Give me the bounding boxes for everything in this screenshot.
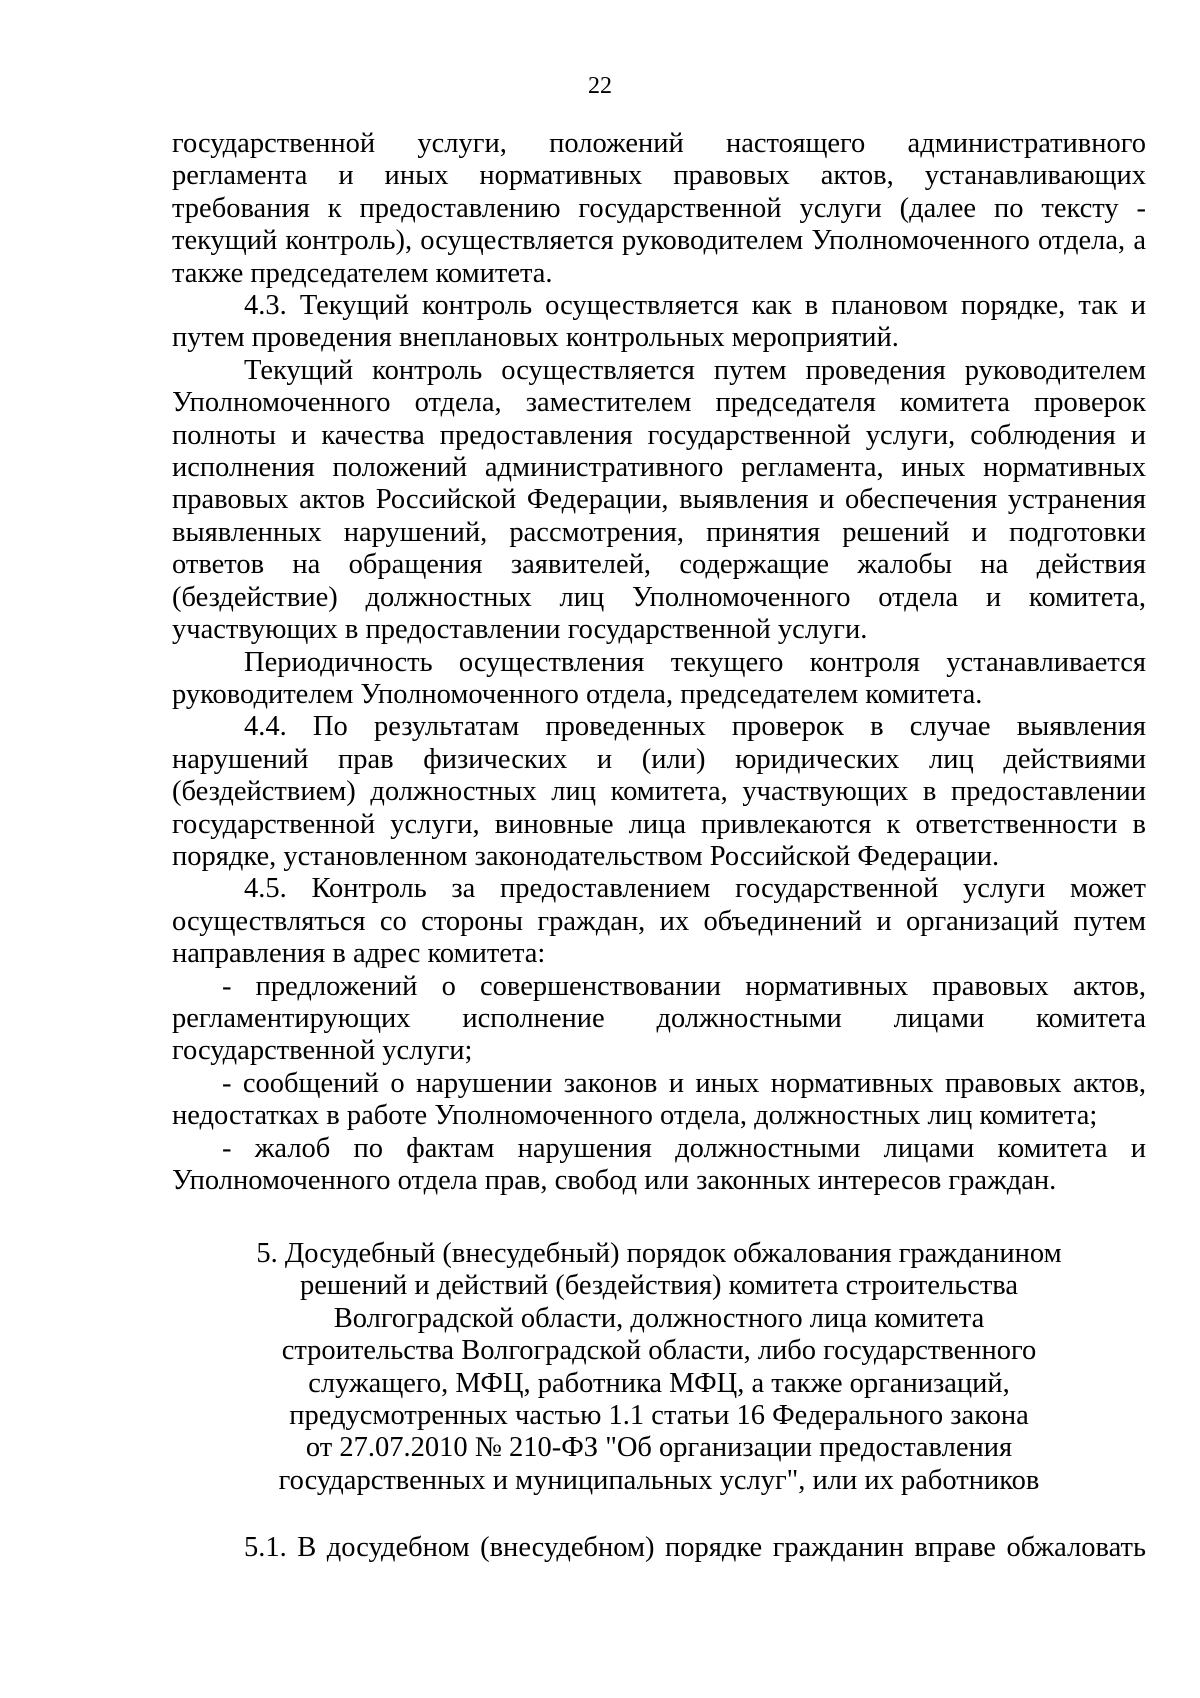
page-number: 22	[588, 73, 612, 99]
paragraph-current-control-continuation: государственной услуги, положений настоящего административного регламента и иных нормативных правовых актов, устанавливающих требования к предоставлению государственной услуги (далее по тексту - текущий контроль), осуществляется руководителем Уполномоченного отдела, а также председателем комитета.	[172, 128, 1146, 289]
paragraph-control-periodicity: Периодичность осуществления текущего контроля устанавливается руководителем Уполномоченного отдела, председателем комитета.	[172, 646, 1146, 710]
heading-line: предусмотренных частью 1.1 статьи 16 Федерального закона	[289, 1400, 1029, 1432]
heading-line: Волгоградской области, должностного лица комитета	[333, 1302, 985, 1334]
list-item-reports: - сообщений о нарушении законов и иных нормативных правовых актов, недостатках в работе Уполномоченного отдела, должностных лиц комитета;	[172, 1067, 1146, 1132]
heading-line: строительства Волгоградской области, либо государственного	[281, 1335, 1037, 1367]
paragraph-current-control-method: Текущий контроль осуществляется путем проведения руководителем Уполномоченного отдела, заместителем председателя комитета проверок полноты и качества предоставления государственной услуги, соблюдения и исполнения положений административного регламента, иных нормативных правовых актов Российской Федерации, выявления и обеспечения устранения выявленных нарушений, рассмотрения, принятия решений и подготовки ответов на обращения заявителей, содержащие жалобы на действия (бездействие) должностных лиц Уполномоченного отдела и комитета, участвующих в предоставлении государственной услуги.	[172, 354, 1146, 646]
heading-line: служащего, МФЦ, работника МФЦ, а также организаций,	[308, 1367, 1010, 1399]
heading-line: государственных и муниципальных услуг", или их работников	[278, 1464, 1040, 1496]
section-5-heading	[172, 1238, 1146, 1497]
paragraph-5-1: 5.1. В досудебном (внесудебном) порядке гражданин вправе обжаловать	[244, 1532, 1146, 1563]
heading-line: от 27.07.2010 № 210-ФЗ "Об организации предоставления	[305, 1432, 1013, 1464]
list-item-proposals: - предложений о совершенствовании нормативных правовых актов, регламентирующих исполнение должностными лицами комитета государственной услуги;	[172, 970, 1146, 1067]
section-4-body	[172, 128, 1146, 1197]
heading-line: 5. Досудебный (внесудебный) порядок обжалования гражданином	[256, 1238, 1062, 1269]
list-item-complaints: - жалоб по фактам нарушения должностными лицами комитета и Уполномоченного отдела прав, свобод или законных интересов граждан.	[172, 1132, 1146, 1196]
paragraph-4-5: 4.5. Контроль за предоставлением государственной услуги может осуществляться со стороны граждан, их объединений и организаций путем направления в адрес комитета:	[172, 873, 1146, 970]
heading-line: решений и действий (бездействия) комитета строительства	[299, 1270, 1019, 1302]
paragraph-4-3: 4.3. Текущий контроль осуществляется как в плановом порядке, так и путем проведения внеплановых контрольных мероприятий.	[172, 290, 1146, 354]
paragraph-4-4: 4.4. По результатам проведенных проверок в случае выявления нарушений прав физических и (или) юридических лиц действиями (бездействием) должностных лиц комитета, участвующих в предоставлении государственной услуги, виновные лица привлекаются к ответственности в порядке, установленном законодательством Российской Федерации.	[172, 711, 1146, 872]
